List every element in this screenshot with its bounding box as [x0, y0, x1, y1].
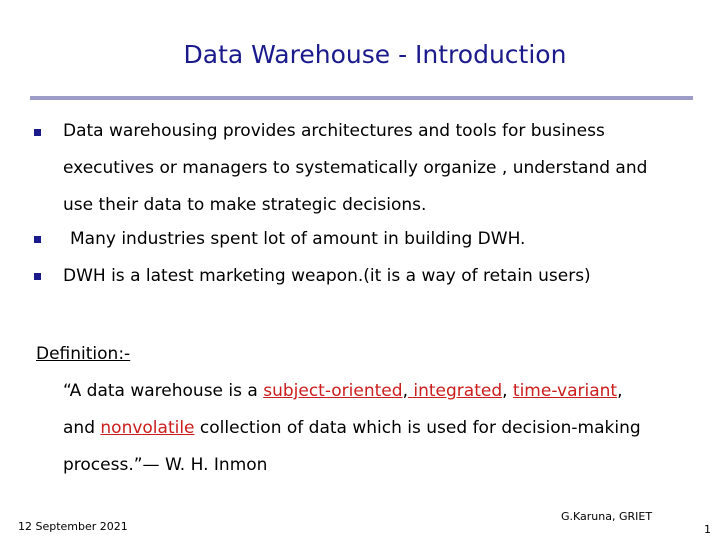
term-integrated: integrated [407, 381, 503, 401]
quote-line-1-pre: “A data warehouse is a [63, 381, 264, 401]
term-time-variant: time-variant [512, 381, 618, 401]
definition-quote [63, 373, 641, 484]
term-subject-oriented: subject-oriented [263, 381, 403, 401]
term-nonvolatile: nonvolatile [100, 418, 195, 438]
bullet-1-line-3: use their data to make strategic decisions. [63, 195, 427, 215]
definition-heading: Definition:- [36, 344, 131, 364]
bullet-text-3: DWH is a latest marketing weapon.(it is a way of retain users) [63, 266, 591, 286]
quote-line-1 [63, 373, 641, 410]
footer-author: G.Karuna, GRIET [561, 510, 653, 523]
bullet-1-line-1: Data warehousing provides architectures and tools for business [63, 121, 605, 141]
quote-line-3: process.”— W. H. Inmon [63, 455, 268, 475]
bullet-text-1 [63, 113, 647, 224]
quote-line-2 [63, 410, 641, 447]
page-number: 1 [704, 523, 711, 536]
footer-date: 12 September 2021 [18, 520, 128, 533]
bullet-marker-3 [34, 273, 41, 280]
bullet-marker-2 [34, 236, 41, 243]
quote-sep-3: , [617, 381, 623, 401]
quote-sep-1: , [402, 381, 408, 401]
quote-line-2-pre: and [63, 418, 101, 438]
page-title: Data Warehouse - Introduction [183, 40, 567, 69]
quote-line-2-post: collection of data which is used for decision-making [194, 418, 641, 438]
quote-sep-2: , [502, 381, 513, 401]
bullet-1-line-2: executives or managers to systematically organize , understand and [63, 158, 648, 178]
bullet-marker-1 [34, 129, 41, 136]
bullet-text-2: Many industries spent lot of amount in building DWH. [70, 229, 526, 249]
title-divider [30, 96, 693, 100]
